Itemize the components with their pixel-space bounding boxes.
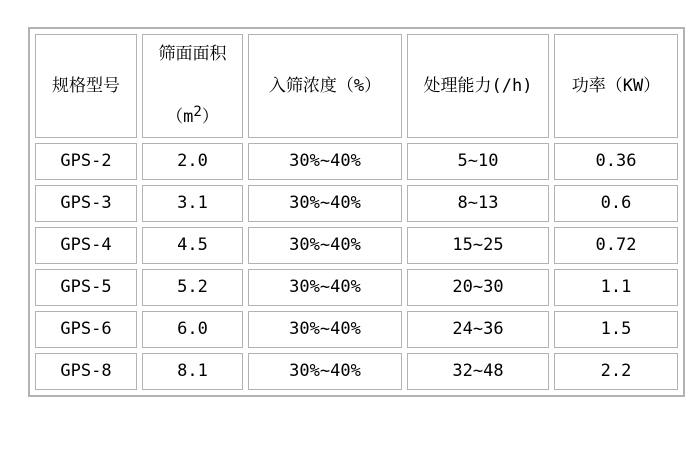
cell-model: GPS-5 — [35, 269, 137, 306]
cell-power: 1.5 — [554, 311, 678, 348]
cell-power: 0.36 — [554, 143, 678, 180]
area-unit-close: ） — [201, 106, 219, 127]
cell-power: 1.1 — [554, 269, 678, 306]
cell-power: 0.6 — [554, 185, 678, 222]
cell-model: GPS-2 — [35, 143, 137, 180]
cell-model: GPS-4 — [35, 227, 137, 264]
cell-area: 2.0 — [142, 143, 243, 180]
cell-concentration: 30%~40% — [248, 143, 402, 180]
table-header-row — [35, 34, 678, 138]
cell-model: GPS-3 — [35, 185, 137, 222]
cell-capacity: 5~10 — [407, 143, 549, 180]
cell-area: 5.2 — [142, 269, 243, 306]
table-row — [35, 269, 678, 306]
header-concentration: 入筛浓度（%） — [248, 34, 402, 138]
header-model: 规格型号 — [35, 34, 137, 138]
cell-concentration: 30%~40% — [248, 311, 402, 348]
table-row — [35, 353, 678, 390]
cell-capacity: 32~48 — [407, 353, 549, 390]
header-power: 功率（KW） — [554, 34, 678, 138]
spec-table — [28, 27, 685, 397]
cell-concentration: 30%~40% — [248, 227, 402, 264]
table-row — [35, 143, 678, 180]
header-area — [142, 34, 243, 138]
cell-capacity: 20~30 — [407, 269, 549, 306]
cell-model: GPS-6 — [35, 311, 137, 348]
table-row — [35, 311, 678, 348]
cell-concentration: 30%~40% — [248, 185, 402, 222]
cell-capacity: 8~13 — [407, 185, 549, 222]
header-area-unit — [166, 103, 219, 127]
cell-area: 3.1 — [142, 185, 243, 222]
cell-area: 6.0 — [142, 311, 243, 348]
cell-concentration: 30%~40% — [248, 353, 402, 390]
cell-concentration: 30%~40% — [248, 269, 402, 306]
cell-area: 8.1 — [142, 353, 243, 390]
cell-capacity: 24~36 — [407, 311, 549, 348]
cell-power: 0.72 — [554, 227, 678, 264]
area-unit-open: （m — [166, 106, 194, 127]
cell-capacity: 15~25 — [407, 227, 549, 264]
cell-model: GPS-8 — [35, 353, 137, 390]
header-area-inner — [143, 35, 242, 137]
cell-area: 4.5 — [142, 227, 243, 264]
cell-power: 2.2 — [554, 353, 678, 390]
table-row — [35, 227, 678, 264]
table-row — [35, 185, 678, 222]
header-area-title: 筛面面积 — [158, 44, 227, 64]
area-unit-sup: 2 — [193, 103, 202, 120]
header-capacity: 处理能力(/h) — [407, 34, 549, 138]
